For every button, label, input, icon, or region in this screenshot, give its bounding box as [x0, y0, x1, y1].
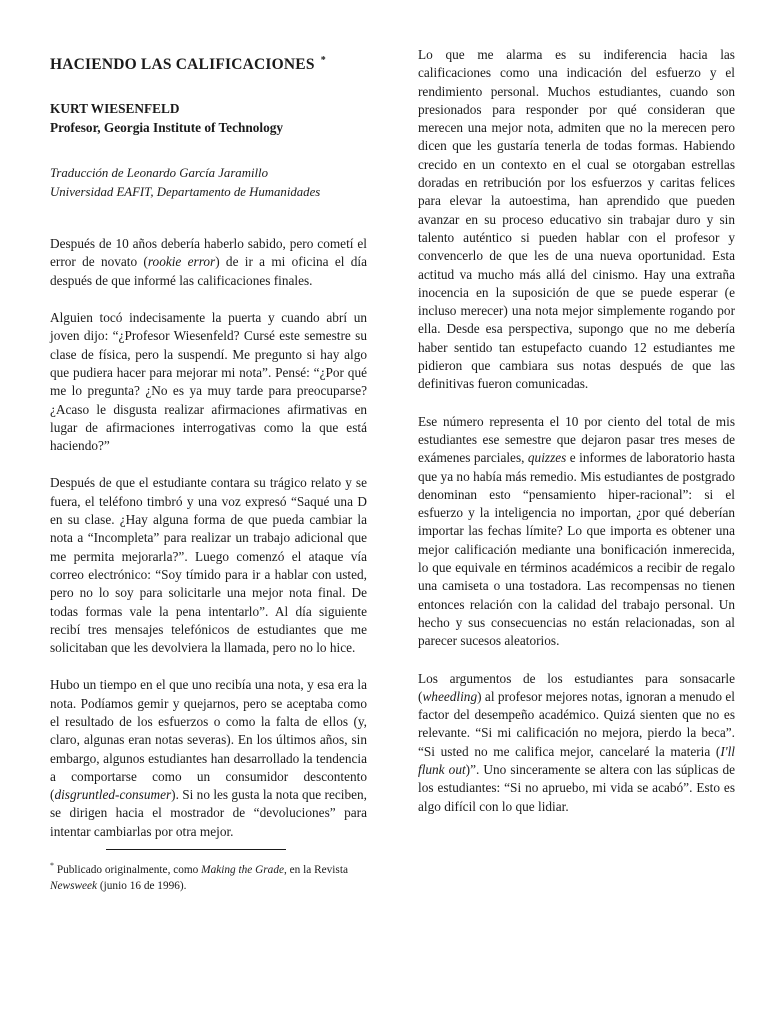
translator-line: Traducción de Leonardo García Jaramillo	[50, 166, 269, 181]
footnote: * Publicado originalmente, como Making the Grade, en la Revista Newsweek (junio 16 de 1996).	[50, 861, 348, 892]
left-column	[50, 46, 367, 894]
paragraph: Después de que el estudiante contara su trágico relato y se fuera, el teléfono timbró y una voz expresó “Saqué una D en su clase. ¿Hay alguna forma de que pueda cambiar la nota a “Incompleta” para realizar un trabajo adicional que me permita mejorarla?”. Luego comenzó el ataque vía correo electrónico: “Soy tímido para ir a hablar con usted, pero no lo soy para solicitarle una mejor nota final. De todas formas vale la pena intentarlo”. Al día siguiente recibí tres mensajes telefónicos de estudiantes que me solicitaban que les devolviera la llamada, pero no lo hice.	[50, 475, 367, 656]
author-block	[50, 99, 367, 137]
translator-affiliation: Universidad EAFIT, Departamento de Humanidades	[50, 185, 321, 200]
paragraph: Hubo un tiempo en el que uno recibía una nota, y esa era la nota. Podíamos gemir y quejarnos, pero se aceptaba como el resultado de los esfuerzos o como la falta de ellos (y, claro, algunas eran notas severas). En los últimos años, sin embargo, algunos estudiantes han desarrollado la tendencia a comportarse como un consumidor descontento (disgruntled-consumer). Si no les gusta la nota que reciben, se dirigen hacia el mostrador de “devoluciones” para intentar cambiarlas por otra mejor.	[50, 677, 367, 839]
author-name: KURT WIESENFELD	[50, 101, 180, 117]
footnote-divider	[106, 849, 286, 850]
paragraph: Después de 10 años debería haberlo sabido, pero cometí el error de novato (rookie error) de ir a mi oficina el día después de que informé las calificaciones finales.	[50, 236, 367, 288]
right-column	[418, 46, 735, 835]
paragraph: Lo que me alarma es su indiferencia hacia las calificaciones como una indicación del esfuerzo y el rendimiento personal. Muchos estudiantes, cuando son presionados para responder por qué consideran que merecen una mejor nota, admiten que no la merecen pero dicen que les gustaría tenerla de todas formas. Habiendo crecido en un contexto en el cual se otorgaban estrellas doradas en retribución por los esfuerzos y caritas felices para elevar la autoestima, han aprendido que pueden avanzar en su proceso educativo sin trabajar duro y sin talento auténtico si pueden hablar con el profesor y convencerlo de que les de una nueva oportunidad. Esta actitud va mucho más allá del cinismo. Hay una extraña inocencia en la suposición de que se puede esperar (e incluso merecer) una nota mejor simplemente rogando por ella. Desde esa perspectiva, supongo que no me debería haber sentido tan estupefacto cuando 12 estudiantes me pidieron que cambiara sus notas después de que las definitivas fueron comunicadas.	[418, 47, 735, 392]
paragraph: Los argumentos de los estudiantes para sonsacarle (wheedling) al profesor mejores notas, ignoran a menudo el factor del desempeño académico. Quizá sienten que no es relevante. “Si mi calificación no mejora, pierdo la beca”. “Si usted no me califica mejor, cancelaré la materia (I'll flunk out)”. Uno sinceramente se altera con las súplicas de los estudiantes: “Si no apruebo, mi vida se acabó”. Esto es algo difícil con lo que lidiar.	[418, 670, 735, 814]
document-title: HACIENDO LAS CALIFICACIONES *	[50, 55, 326, 74]
author-affiliation: Profesor, Georgia Institute of Technology	[50, 120, 284, 136]
footnote-marker: *	[50, 861, 54, 871]
title-footnote-marker: *	[320, 55, 326, 66]
paragraph: Alguien tocó indecisamente la puerta y cuando abrí un joven dijo: “¿Profesor Wiesenfeld? Cursé este semestre su clase de física, pero la suspendí. Me pregunto si hay algo que pudiera hacer para mejorar mi nota”. Pensé: “¿Por qué me lo pregunta? ¿No es ya muy tarde para preocuparse? ¿Acaso le disgusta realizar afirmaciones afirmativas en lugar de afirmaciones interrogativas como la que está haciendo?”	[50, 310, 367, 454]
paragraph: Ese número representa el 10 por ciento del total de mis estudiantes ese semestre que dejaron pasar tres meses de exámenes parciales, quizzes e informes de laboratorio hasta que ya no había más remedio. Mis estudiantes de postgrado denominan esto “pensamiento hiper-racional”: si el esfuerzo y la inteligencia no importan, ¿por qué deberían importar las fechas límite? Lo que importa es obtener una mejor calificación mediante una bonificación inmerecida, lo que equivale en términos académicos a recibir de regalo una camiseta o una tostadora. Las recompensas no tienen entonces relación con la calidad del trabajo personal. Un hecho y sus consecuencias no están relacionadas, son al parecer sucesos aleatorios.	[418, 413, 735, 649]
translation-credit	[50, 164, 367, 202]
